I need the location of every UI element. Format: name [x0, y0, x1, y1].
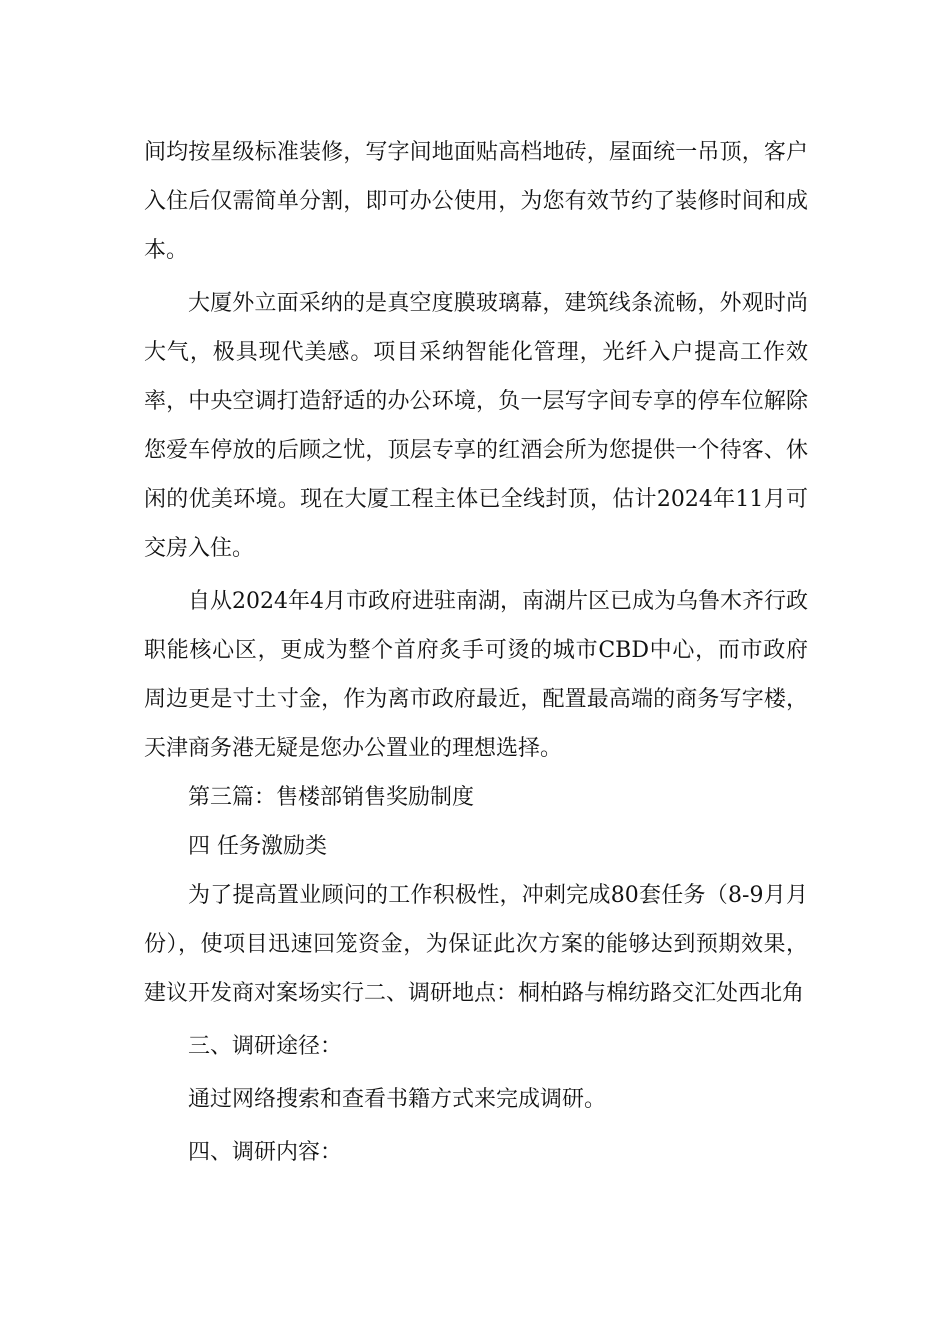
paragraph-continued: 间均按星级标准装修，写字间地面贴高档地砖，屋面统一吊顶，客户入住后仅需简单分割，即可办公使用，为您有效节约了装修时间和成本。 [144, 140, 808, 263]
section-heading-task-incentive: 四 任务激励类 [188, 834, 327, 859]
document-body [144, 128, 808, 1177]
paragraph-facade: 大厦外立面采纳的是真空度膜玻璃幕，建筑线条流畅，外观时尚大气，极具现代美感。项目采纳智能化管理，光纤入户提高工作效率，中央空调打造舒适的办公环境，负一层写字间专享的停车位解除您爱车停放的后顾之忧，顶层专享的红酒会所为您提供一个待客、休闲的优美环境。现在大厦工程主体已全线封顶，估计2024年11月可交房入住。 [144, 291, 808, 561]
section-heading-survey-method: 三、调研途径： [188, 1034, 343, 1059]
section-heading-survey-content: 四、调研内容： [188, 1140, 343, 1165]
paragraph-survey-method: 通过网络搜索和查看书籍方式来完成调研。 [188, 1087, 607, 1112]
section-heading-sales-reward: 第三篇：售楼部销售奖励制度 [188, 785, 475, 810]
paragraph-location: 自从2024年4月市政府进驻南湖，南湖片区已成为乌鲁木齐行政职能核心区，更成为整个首府炙手可烫的城市CBD中心，而市政府周边更是寸土寸金，作为离市政府最近，配置最高端的商务写字楼，天津商务港无疑是您办公置业的理想选择。 [144, 589, 808, 761]
paragraph-incentive: 为了提高置业顾问的工作积极性，冲刺完成80套任务（8-9月月份），使项目迅速回笼资金，为保证此次方案的能够达到预期效果，建议开发商对案场实行二、调研地点：桐柏路与棉纺路交汇处西北角 [144, 883, 808, 1006]
